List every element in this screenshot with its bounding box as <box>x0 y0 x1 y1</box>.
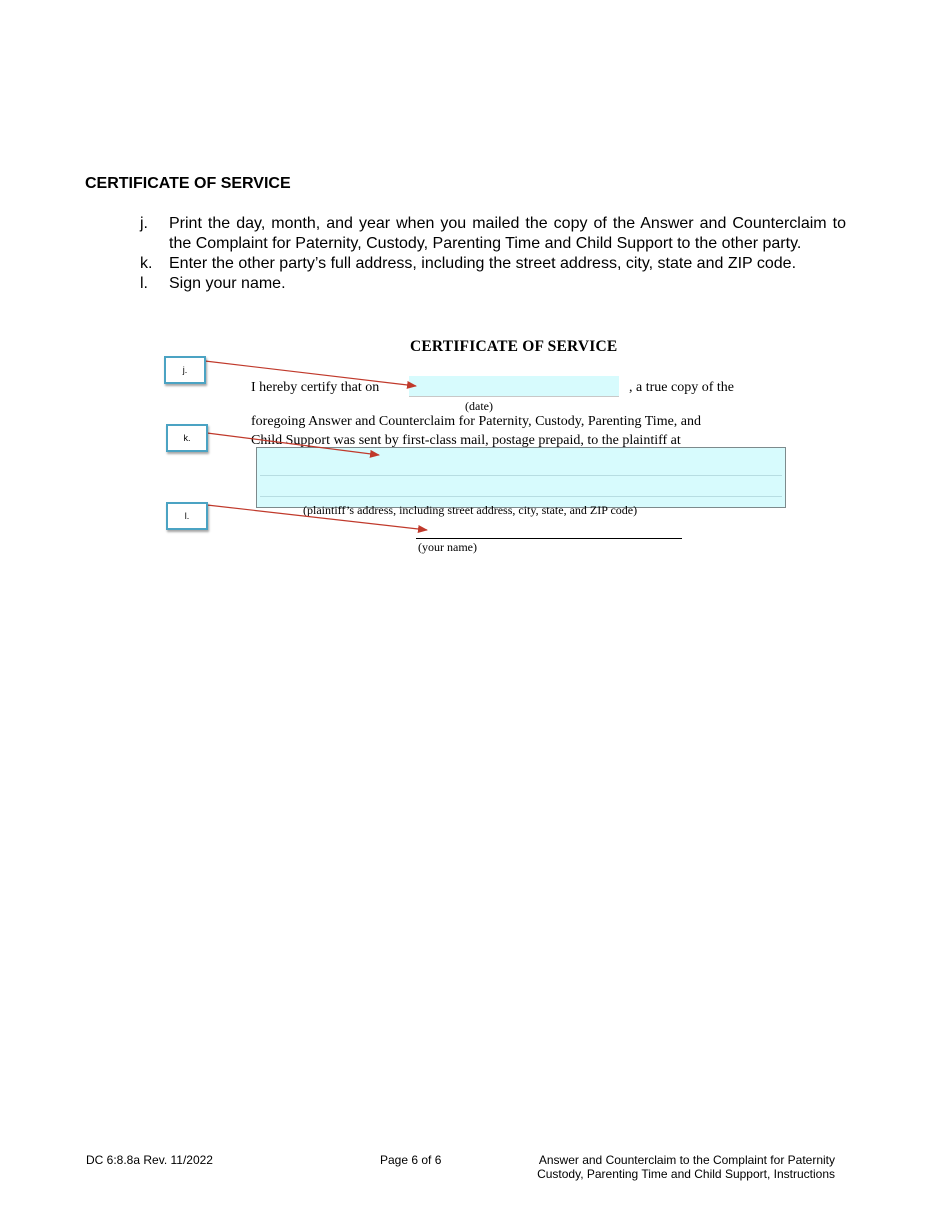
certify-text-start: I hereby certify that on <box>251 380 380 395</box>
certificate-example-figure <box>160 330 790 565</box>
certify-text-line3: Child Support was sent by first-class mail, postage prepaid, to the plaintiff at <box>251 433 681 448</box>
instruction-list <box>140 214 846 294</box>
certify-text-line2: foregoing Answer and Counterclaim for Paternity, Custody, Parenting Time, and <box>251 414 702 429</box>
address-label: (plaintiff’s address, including street address, city, state, and ZIP code) <box>303 503 638 517</box>
figure-title: CERTIFICATE OF SERVICE <box>410 338 618 355</box>
footer-page-number: Page 6 of 6 <box>380 1153 442 1167</box>
instruction-letter: k. <box>140 255 153 272</box>
instruction-letter: l. <box>140 275 148 292</box>
instruction-item-k <box>140 254 846 274</box>
arrow-k <box>207 433 379 455</box>
arrow-j <box>205 361 416 386</box>
instruction-text: Sign your name. <box>169 275 286 292</box>
instruction-text: Enter the other party’s full address, including the street address, city, state and ZIP code. <box>169 255 797 272</box>
your-name-label: (your name) <box>418 540 477 554</box>
instruction-text: Print the day, month, and year when you mailed the copy of the Answer and Counterclaim to the Complaint for Paternity, Custody, Parenting Time and Child Support to the other party. <box>169 215 846 252</box>
instruction-letter: j. <box>140 215 148 232</box>
footer-form-id: DC 6:8.8a Rev. 11/2022 <box>86 1153 213 1167</box>
callout-l: l. <box>166 502 208 530</box>
instruction-item-j <box>140 214 846 254</box>
arrow-overlay <box>160 330 790 565</box>
section-heading: CERTIFICATE OF SERVICE <box>85 175 291 192</box>
footer-form-title <box>515 1153 835 1181</box>
callout-j: j. <box>164 356 206 384</box>
date-label: (date) <box>465 399 493 413</box>
footer-title-line1: Answer and Counterclaim to the Complaint for Paternity <box>538 1153 835 1167</box>
instruction-item-l <box>140 274 846 294</box>
callout-k: k. <box>166 424 208 452</box>
certify-text-end: , a true copy of the <box>629 380 734 395</box>
arrow-l <box>207 505 427 530</box>
footer-title-line2: Custody, Parenting Time and Child Support, Instructions <box>537 1167 835 1181</box>
